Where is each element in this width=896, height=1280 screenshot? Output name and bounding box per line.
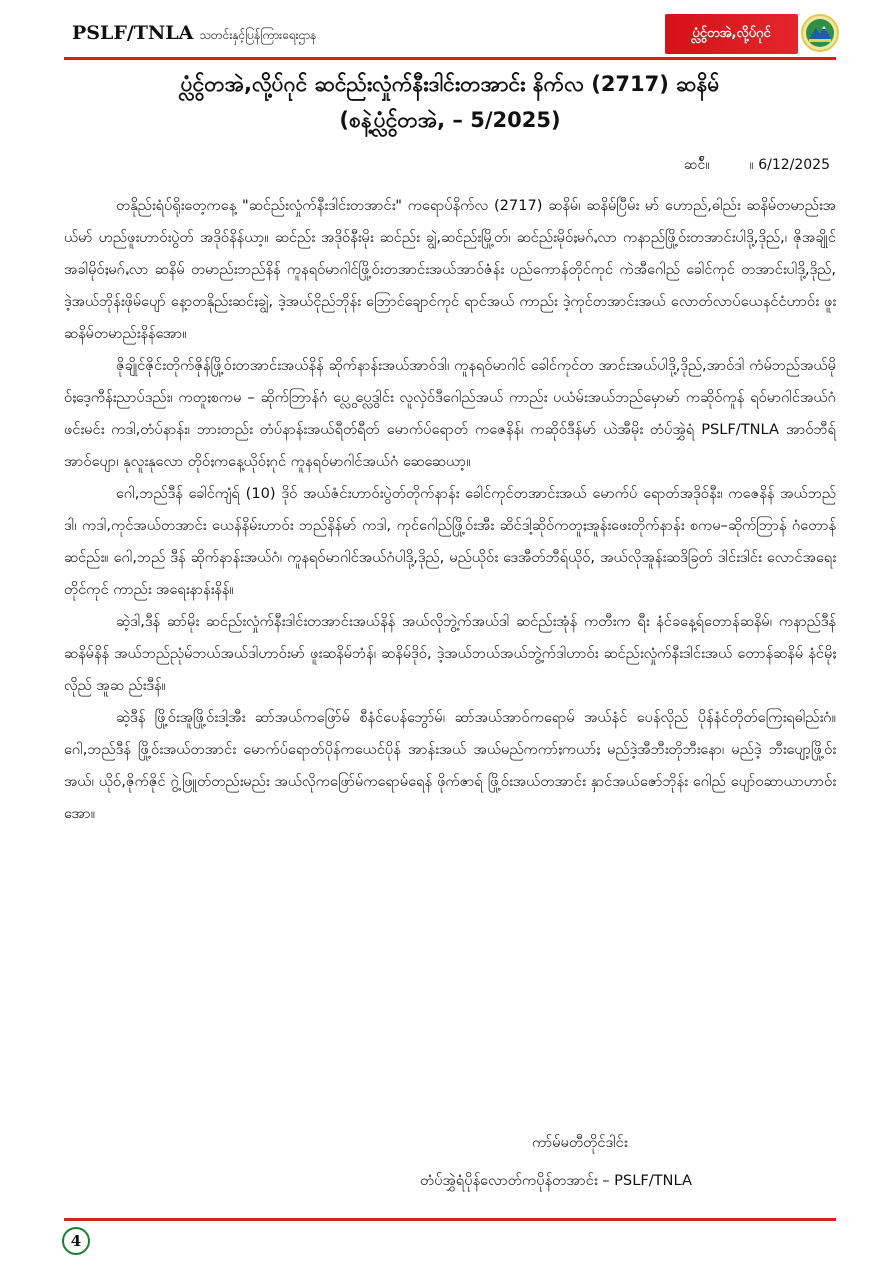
page-number: 4 [62,1227,90,1255]
date-label: ဆင်ီ။ [683,157,710,173]
header-title [72,22,316,45]
paragraph: ဆဲ့ဒါ,ဒီန် ဆာ်မိုး ဆင်ည်းလှုံက်နီးဒါင်းတအာင်းအယ်နိန် အယ်လိုဘွဲ့က်အယ်ဒါ ဆင်ည်းအုံန် ကတီးက ရီး နံင်ခနေ့ရ်တောန်ဆနိမ်၊ ကနာည်ဒီန် ဆနိမ်နိန် အယ်ဘည်ညုံမ်ဘယ်အယ်ဒါဟာဝ်းမာ် ဖူးဆနိမ်ဘံန်၊ ဆနိမ်ဒိုဝ်, ဒဲ့အယ်ဘယ်အယ်ဘွဲ့က်ဒါဟာဝ်း ဆင်ည်းလှုံက်နီးဒါင်းအယ် တောန်ဆနိမ် နံင်မိုႈလိုည် အူဆ ည်းဒီန်။ [64,613,836,694]
mountain-emblem-icon [801,14,839,52]
page-header [0,0,896,58]
section-badge [665,14,798,54]
date-value: ။ 6/12/2025 [749,157,830,173]
title-line-1: ပ္လွံၚ်တအဲ,လို့ပ်ဂုင် ဆင်ည်းလှုံက်နီးဒါင်းတအာင်း နိက်လ (2717) ဆနိမ် [180,72,720,96]
paragraph: ဂေါ,ဘည်ဒီန် ခေါင်ကျံရ် (10) ဒိုဝ် အယ်ဇံင်းဟာဝ်းပွဲတ်တိုက်နာန်း ခေါင်ကုင်တအာင်းအယ် မောက်ပ် ရောတ်အဒိုဝ်နီး၊ ကဇေနိန် အယ်ဘည်ဒါ၊ ကဒါ,ကုင်အယ်တအာင်း ယေန်နိမ်းဟာဝ်း ဘည်နိန်မာ် ကဒါ, ကုင်ဂေါည်ဖြို့ဝ်းအီး ဆိင်ဒါ့ဆိုဝ်ကတူႈအူန်းဖေးတိုက်နာန်း စကမ–ဆိုက်ဘြာန် ဂံတောန်ဆင်ည်း။ ဂေါ,ဘည် ဒီန် ဆိုက်နာန်းအယ်ဂံ၊ ကူနရဝ်မာဂါင်အယ်ဂံပါဒို့,ဒိုည်, မည်ယိုဝ်း ဒေအီတ်ဘီရ်ယိုဝ်, အယ်လိုအူန်းဆဒိခြတ် ဒါင်းဒါင်း လောင်အရေးတိုင်ကုင် ကာည်း အရေးနာန်းနိန်။ [64,485,836,598]
signoff [420,1124,820,1200]
footer-divider [64,1218,836,1221]
title-line-2: (စနဲ့ပ္လွံၚ်တအဲ, – 5/2025) [339,108,561,132]
section-badge-label: ပ္လွံၚ်တအဲ,လို့ပ်ဂုင် [692,26,771,41]
header-divider [64,57,836,60]
paragraph: ဆဲ့ဒီန် ဖြို့ဝ်းအူဖြို့ဝ်းဒါ့အီး ဆာ်အယ်ကဖြော်မ် စီနံင်ပေန်ဘွော်မ်၊ ဆာ်အယ်အာဝ်ကရောမ် အယ်နံင် ပေန်လိုည် ပိုန်နံင်တိုတ်ကြေးရဓါည်းဂံ။ ဂေါ,ဘည်ဒီန် ဖြို့ဝ်းအယ်တအာင်း မောက်ပ်ရောတ်ပိုန်ကယေင်ပိုန် အာန်းအယ် အယ်မည်ကကာ်ႈကယာ်ႈ မည်ဒဲ့အီဘီးတိုဘီးနော၊ မည်ဒဲ့ ဘီးပျော့ဖြို့ဝ်းအယ်၊ ယိုဝ်,ဇိုက်ဇိုင် ဂွဲ့ဖြူတ်တည်းမည်း အယ်လိုကဖြော်မ်ကရောမ်ရေန် ဖိုက်ဇာရ် ဖြို့ဝ်းအယ်တအာင်း နှာင်အယ်ဇော်ဘိုန်း ဂေါည် ပျော်ဝဆာယာဟာဝ်းအော။ [64,709,836,822]
paragraph: တနိုည်းရံပ်ရိုးတေ့ကနေ့ "ဆင်ည်းလှုံက်နီးဒါင်းတအာင်း" ကရောပ်နိက်လ (2717) ဆနိမ်၊ ဆနိမ်ပြီမ်း မာ် ဟောည်,ဓါည်း ဆနိမ်တမာည်းအယ်မာ် ဟည်ဖူးဟာဝ်းပွဲတ် အဒိုဝ်နိန်ယာ့။ ဆင်ည်း အဒိုဝ်နီးမိုး ဆင်ည်း ချွဲ,ဆင်ည်းမြို့တ်၊ ဆင်ည်းမိုဝ်ႈမဂ်ႇလာ ကနာည်ဖြို့ဝ်းတအာင်းပါဒို့,ဒိုည်,၊ ဇိုအချိုင်အခါမိုဝ်ႈမဂ်ႇလာ ဆနိမ် တမာည်းဘည်နိန် ကူနရဝ်မာဂါင်ဖြို့ဝ်းတအာင်းအယ်အာဝ်ဇံန်း ပည်ကောန်တိုင်ကုင် ကဲအီဂေါည် ခေါင်ကုင် တအာင်းပါဒို့,ဒိုည်, ဒဲ့အယ်ဘိုန်းဖိုမ်ပျော် နေ့ာတနိုည်းဆင်ႈချွဲ, ဒဲ့အယ်ငိုည်ဘိုန်း ဘြောင်ချောင်ကုင် ရာင်အယ် ကာည်း ဒဲ့ကုင်တအာင်းအယ် လောတ်လာပ်ယေနင်ငံဟာဝ်း ဖူးဆနိမ်တမာည်းနိန်အော။ [64,197,836,342]
org-name: PSLF/TNLA [72,22,194,44]
date-line [500,155,830,176]
statement-body [64,190,836,830]
document-title [64,66,836,138]
paragraph: ဇိုချိုင်ဇိုင်းတိုက်ဇိုန်ဖြို့ဝ်းတအာင်းအယ်နိန် ဆိုက်နာန်းအယ်အာဝ်ဒါ၊ ကူနရဝ်မာဂါင် ခေါင်ကုင်တ အာင်းအယ်ပါဒို့,ဒိုည်,အာဝ်ဒါ ကံမ်ဘည်အယ်မိုဝ်ႈဒေ့ကီန်းညာပ်ဒည်း၊ ကတူႈစကမ – ဆိုက်ဘြာန်ဂံ ပ္လွေ ပ္လွေဒါင်း လူလှဲဝ်ဒီဂေါည်အယ် ကာည်း ပယံမ်းအယ်ဘည်မှောမာ် ကဆိုဝ်ကူန် ရဝ်မာဂါင်အယ်ဂံ ဖင်းမင်း ကဒါ,တံပ်နာန်း၊ ဘားတည်း တံပ်နာန်းအယ်ရီတ်ရီတ် မောက်ပ်ရောတ် ကဇေနိန်၊ ကဆိုဝ်ဒီန်မာ် ယဲအီမိုး တံပ်အွှဲရံ PSLF/TNLA အာဝ်ဘီရ် အာဝ်ပျော၊ နုလူးနုလော တိုဝ်ႈကနေ့ယိုဝ်ႈဂုင် ကူနရဝ်မာဂါင်အယ်ဂံ ဆေဆေယာ့။ [64,357,836,470]
org-department: သတင်းနှင့်ပြန်ကြားရေးဌာန [199,28,317,42]
signoff-committee: ကာ်မ်မတီတိုင်ဒါင်း [532,1134,628,1151]
signoff-organization: တံပ်အွှဲရံပိုန်လောတ်ကပိုန်တအာင်း – PSLF/TNLA [420,1172,692,1189]
